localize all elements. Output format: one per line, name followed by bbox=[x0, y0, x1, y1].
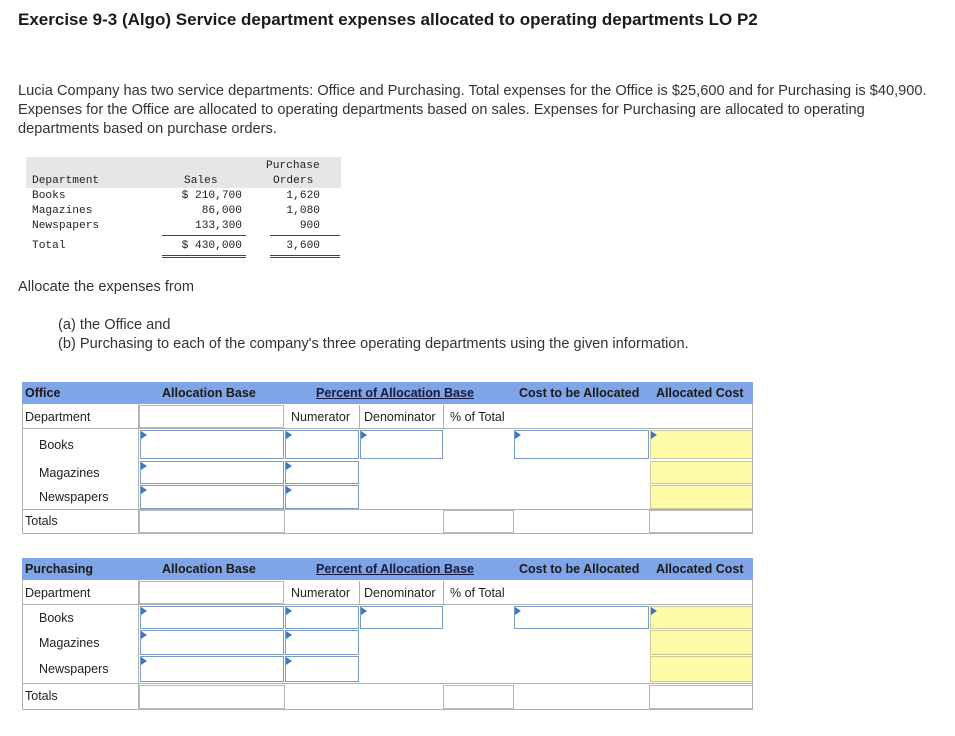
office-magazines-allocation-base-input[interactable] bbox=[140, 461, 284, 484]
row-books-orders: 1,620 bbox=[286, 190, 320, 202]
sales-subtotal-line bbox=[162, 235, 246, 236]
purchasing-department-label: Department bbox=[25, 586, 91, 600]
purchasing-row-magazines: Magazines bbox=[39, 636, 100, 650]
grid-line bbox=[138, 404, 139, 534]
col-header-department: Department bbox=[32, 175, 100, 187]
input-marker-icon bbox=[286, 462, 292, 470]
col-header-orders: Orders bbox=[273, 175, 314, 187]
purchasing-books-allocated-cost-input[interactable] bbox=[650, 606, 753, 629]
page-title: Exercise 9-3 (Algo) Service department expenses allocated to operating departments LO P2 bbox=[18, 10, 758, 29]
grid-line bbox=[138, 580, 139, 710]
purchasing-row-books: Books bbox=[39, 611, 74, 625]
col-header-sales: Sales bbox=[184, 175, 218, 187]
input-marker-icon bbox=[286, 631, 292, 639]
office-books-cost-to-allocate-input[interactable] bbox=[514, 430, 649, 459]
orders-subtotal-line bbox=[270, 235, 340, 236]
purchasing-books-numerator-input[interactable] bbox=[285, 606, 359, 629]
office-totals-allocated-cost-input[interactable] bbox=[649, 510, 753, 533]
purchasing-totals-allocated-cost-input[interactable] bbox=[649, 685, 753, 709]
row-total-department: Total bbox=[32, 240, 66, 252]
input-marker-icon bbox=[141, 431, 147, 439]
input-marker-icon bbox=[286, 431, 292, 439]
grid-line bbox=[752, 404, 753, 534]
purchasing-magazines-allocation-base-input[interactable] bbox=[140, 630, 284, 655]
office-totals-allocation-base-input[interactable] bbox=[139, 510, 285, 533]
office-department-label: Department bbox=[25, 410, 91, 424]
input-marker-icon bbox=[141, 607, 147, 615]
office-allocation-base-header: Allocation Base bbox=[162, 386, 256, 400]
office-cost-to-allocate-header: Cost to be Allocated bbox=[519, 386, 640, 400]
office-magazines-numerator-input[interactable] bbox=[285, 461, 359, 484]
office-subheader-divider bbox=[359, 405, 360, 428]
input-marker-icon bbox=[651, 607, 657, 615]
purchasing-allocation-base-subheader-input[interactable] bbox=[139, 581, 284, 604]
input-marker-icon bbox=[141, 631, 147, 639]
grid-line bbox=[22, 428, 753, 429]
grid-line bbox=[22, 533, 753, 534]
purchasing-books-denominator-input[interactable] bbox=[360, 606, 443, 629]
problem-description: Lucia Company has two service departments: Office and Purchasing. Total expenses for the Office is $25,600 and for Purchasing is $40,900. Expenses for the Office are allocated to operating departments based on sales. Expenses for Purchasing are allocated to operating departments based on purchase orders. bbox=[18, 83, 927, 137]
grid-line bbox=[22, 580, 23, 710]
office-title: Office bbox=[25, 386, 61, 400]
office-row-totals: Totals bbox=[25, 514, 58, 528]
purchasing-subheader-divider bbox=[359, 581, 360, 604]
purchasing-magazines-numerator-input[interactable] bbox=[285, 630, 359, 655]
purchasing-books-cost-to-allocate-input[interactable] bbox=[514, 606, 649, 629]
office-books-denominator-input[interactable] bbox=[360, 430, 443, 459]
purchasing-percent-header: Percent of Allocation Base bbox=[316, 562, 474, 576]
office-denominator-label: Denominator bbox=[364, 410, 436, 424]
row-total-orders: 3,600 bbox=[286, 240, 320, 252]
input-marker-icon bbox=[286, 657, 292, 665]
office-newspapers-allocation-base-input[interactable] bbox=[140, 485, 284, 509]
grid-line bbox=[752, 580, 753, 710]
purchasing-row-newspapers: Newspapers bbox=[39, 662, 109, 676]
purchasing-totals-pct-input[interactable] bbox=[443, 685, 514, 709]
office-books-allocation-base-input[interactable] bbox=[140, 430, 284, 459]
grid-line bbox=[22, 509, 753, 510]
department-data-table bbox=[26, 157, 341, 257]
purchasing-books-allocation-base-input[interactable] bbox=[140, 606, 284, 629]
office-row-books: Books bbox=[39, 438, 74, 452]
input-marker-icon bbox=[141, 462, 147, 470]
col-header-purchase: Purchase bbox=[266, 160, 320, 172]
input-marker-icon bbox=[286, 486, 292, 494]
row-magazines-department: Magazines bbox=[32, 205, 93, 217]
grid-line bbox=[22, 404, 23, 534]
grid-line bbox=[22, 709, 753, 710]
office-pct-total-label: % of Total bbox=[450, 410, 505, 424]
purchasing-totals-allocation-base-input[interactable] bbox=[139, 685, 285, 709]
office-subheader-divider bbox=[443, 405, 444, 428]
input-marker-icon bbox=[361, 607, 367, 615]
purchasing-newspapers-allocated-cost-input[interactable] bbox=[650, 656, 753, 682]
purchasing-allocated-cost-header: Allocated Cost bbox=[656, 562, 744, 576]
input-marker-icon bbox=[361, 431, 367, 439]
sales-total-double-line-1 bbox=[162, 255, 246, 256]
office-books-numerator-input[interactable] bbox=[285, 430, 359, 459]
purchasing-magazines-allocated-cost-input[interactable] bbox=[650, 630, 753, 655]
input-marker-icon bbox=[515, 607, 521, 615]
input-marker-icon bbox=[141, 657, 147, 665]
purchasing-title: Purchasing bbox=[25, 562, 94, 576]
purchasing-allocation-grid bbox=[22, 558, 753, 710]
purchasing-newspapers-numerator-input[interactable] bbox=[285, 656, 359, 682]
input-marker-icon bbox=[515, 431, 521, 439]
allocate-instruction: Allocate the expenses from bbox=[18, 279, 195, 295]
orders-total-double-line-1 bbox=[270, 255, 340, 256]
grid-line bbox=[22, 604, 753, 605]
office-allocated-cost-header: Allocated Cost bbox=[656, 386, 744, 400]
row-total-sales: $ 430,000 bbox=[181, 240, 242, 252]
purchasing-allocation-base-header: Allocation Base bbox=[162, 562, 256, 576]
row-newspapers-sales: 133,300 bbox=[195, 220, 242, 232]
purchasing-pct-total-label: % of Total bbox=[450, 586, 505, 600]
row-books-department: Books bbox=[32, 190, 66, 202]
office-newspapers-numerator-input[interactable] bbox=[285, 485, 359, 509]
row-magazines-sales: 86,000 bbox=[201, 205, 242, 217]
input-marker-icon bbox=[141, 486, 147, 494]
sales-total-double-line-2 bbox=[162, 257, 246, 258]
row-newspapers-department: Newspapers bbox=[32, 220, 100, 232]
purchasing-subheader-divider bbox=[443, 581, 444, 604]
part-b-instruction: (b) Purchasing to each of the company's three operating departments using the given information. bbox=[58, 336, 689, 352]
input-marker-icon bbox=[286, 607, 292, 615]
row-books-sales: $ 210,700 bbox=[181, 190, 242, 202]
office-percent-header: Percent of Allocation Base bbox=[316, 386, 474, 400]
office-allocation-grid bbox=[22, 382, 753, 534]
purchasing-newspapers-allocation-base-input[interactable] bbox=[140, 656, 284, 682]
office-allocation-base-subheader-input[interactable] bbox=[139, 405, 284, 428]
purchasing-cost-to-allocate-header: Cost to be Allocated bbox=[519, 562, 640, 576]
orders-total-double-line-2 bbox=[270, 257, 340, 258]
purchasing-numerator-label: Numerator bbox=[291, 586, 351, 600]
office-numerator-label: Numerator bbox=[291, 410, 351, 424]
part-a-instruction: (a) the Office and bbox=[58, 317, 171, 333]
office-row-newspapers: Newspapers bbox=[39, 490, 109, 504]
office-totals-pct-input[interactable] bbox=[443, 510, 514, 533]
row-magazines-orders: 1,080 bbox=[286, 205, 320, 217]
office-newspapers-allocated-cost-input[interactable] bbox=[650, 485, 753, 509]
office-books-allocated-cost-input[interactable] bbox=[650, 430, 753, 459]
purchasing-row-totals: Totals bbox=[25, 689, 58, 703]
office-magazines-allocated-cost-input[interactable] bbox=[650, 461, 753, 484]
purchasing-denominator-label: Denominator bbox=[364, 586, 436, 600]
input-marker-icon bbox=[651, 431, 657, 439]
office-row-magazines: Magazines bbox=[39, 466, 100, 480]
grid-line bbox=[22, 683, 753, 684]
row-newspapers-orders: 900 bbox=[299, 220, 320, 232]
